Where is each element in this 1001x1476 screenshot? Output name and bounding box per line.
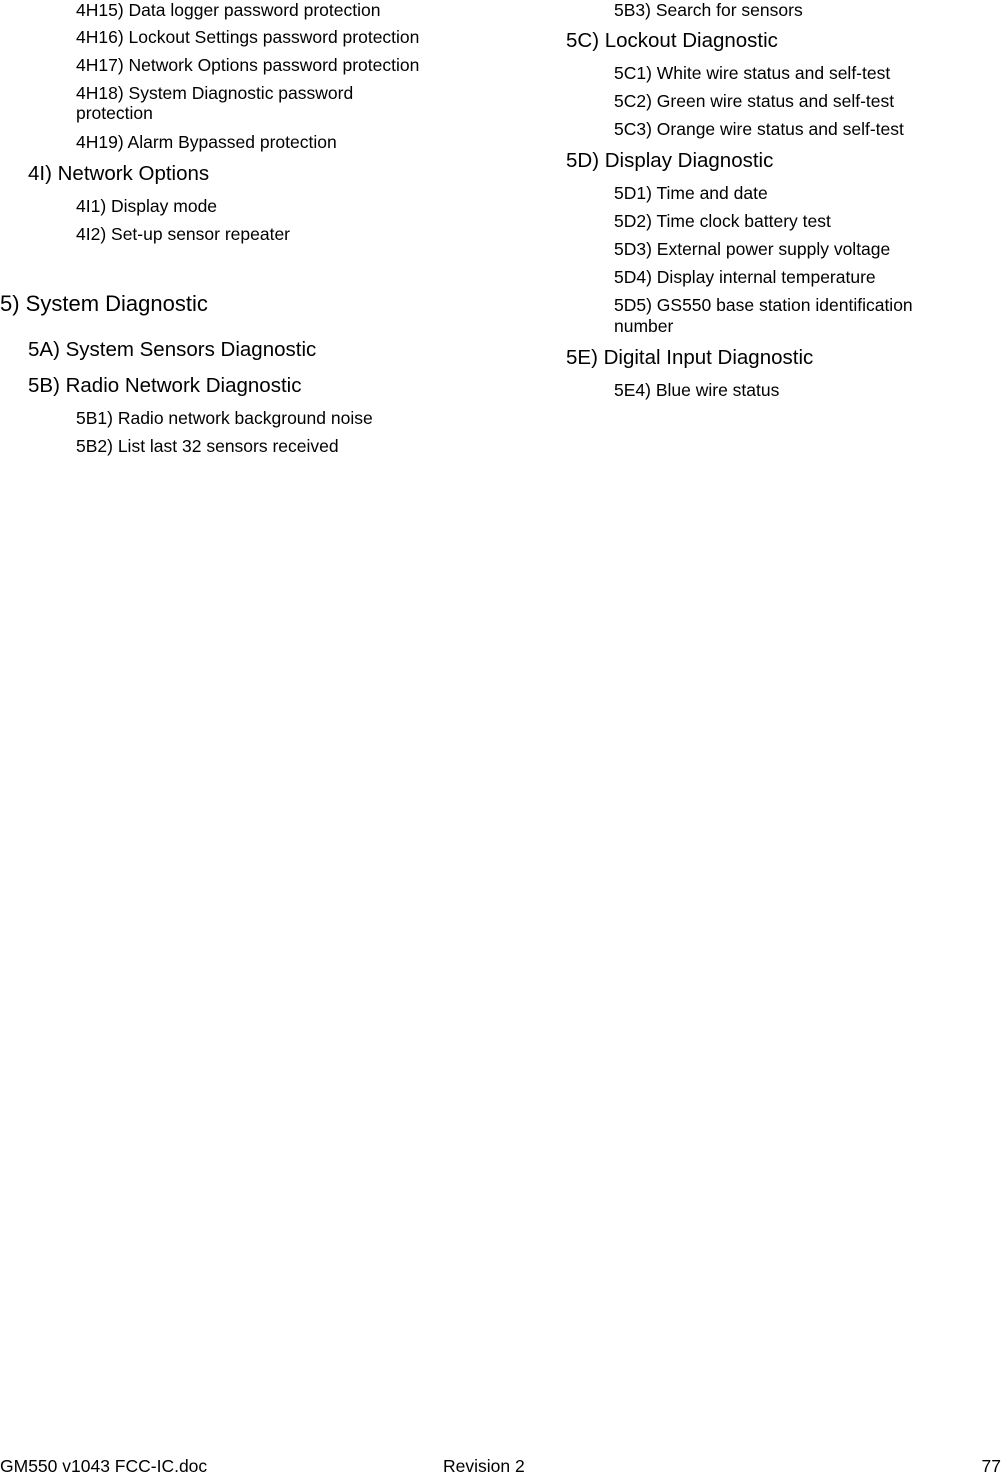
menu-item-4h17: 4H17) Network Options password protection — [76, 55, 420, 75]
menu-item-5c1: 5C1) White wire status and self-test — [614, 63, 891, 83]
section-heading-5: 5) System Diagnostic — [0, 291, 208, 316]
menu-item-4h15: 4H15) Data logger password protection — [76, 0, 381, 20]
menu-item-4i2: 4I2) Set-up sensor repeater — [76, 224, 291, 244]
menu-item-5d3: 5D3) External power supply voltage — [614, 239, 891, 259]
menu-item-4h18-line2: protection — [76, 103, 153, 123]
menu-heading-5d: 5D) Display Diagnostic — [566, 149, 774, 172]
menu-item-4h19: 4H19) Alarm Bypassed protection — [76, 132, 337, 152]
footer-filename: GM550 v1043 FCC-IC.doc — [0, 1456, 208, 1476]
menu-heading-5c: 5C) Lockout Diagnostic — [566, 29, 778, 52]
menu-item-5c3: 5C3) Orange wire status and self-test — [614, 119, 904, 139]
menu-item-5d1: 5D1) Time and date — [614, 183, 768, 203]
menu-item-4i1: 4I1) Display mode — [76, 196, 218, 216]
menu-heading-5b: 5B) Radio Network Diagnostic — [28, 374, 302, 397]
menu-item-4h18-line1: 4H18) System Diagnostic password — [76, 83, 354, 103]
footer-page-number: 77 — [981, 1456, 1001, 1476]
menu-item-5b3: 5B3) Search for sensors — [614, 0, 803, 20]
menu-heading-5a: 5A) System Sensors Diagnostic — [28, 338, 317, 361]
menu-heading-4i: 4I) Network Options — [28, 162, 210, 185]
menu-item-5d4: 5D4) Display internal temperature — [614, 267, 876, 287]
menu-item-5c2: 5C2) Green wire status and self-test — [614, 91, 895, 111]
menu-item-5d2: 5D2) Time clock battery test — [614, 211, 831, 231]
menu-heading-5e: 5E) Digital Input Diagnostic — [566, 346, 814, 369]
menu-item-5b1: 5B1) Radio network background noise — [76, 408, 373, 428]
menu-item-5e4: 5E4) Blue wire status — [614, 380, 780, 400]
menu-item-5d5-line1: 5D5) GS550 base station identification — [614, 295, 913, 315]
footer-revision: Revision 2 — [443, 1456, 525, 1476]
menu-item-5b2: 5B2) List last 32 sensors received — [76, 436, 339, 456]
menu-item-4h16: 4H16) Lockout Settings password protection — [76, 27, 420, 47]
menu-item-5d5-line2: number — [614, 316, 674, 336]
